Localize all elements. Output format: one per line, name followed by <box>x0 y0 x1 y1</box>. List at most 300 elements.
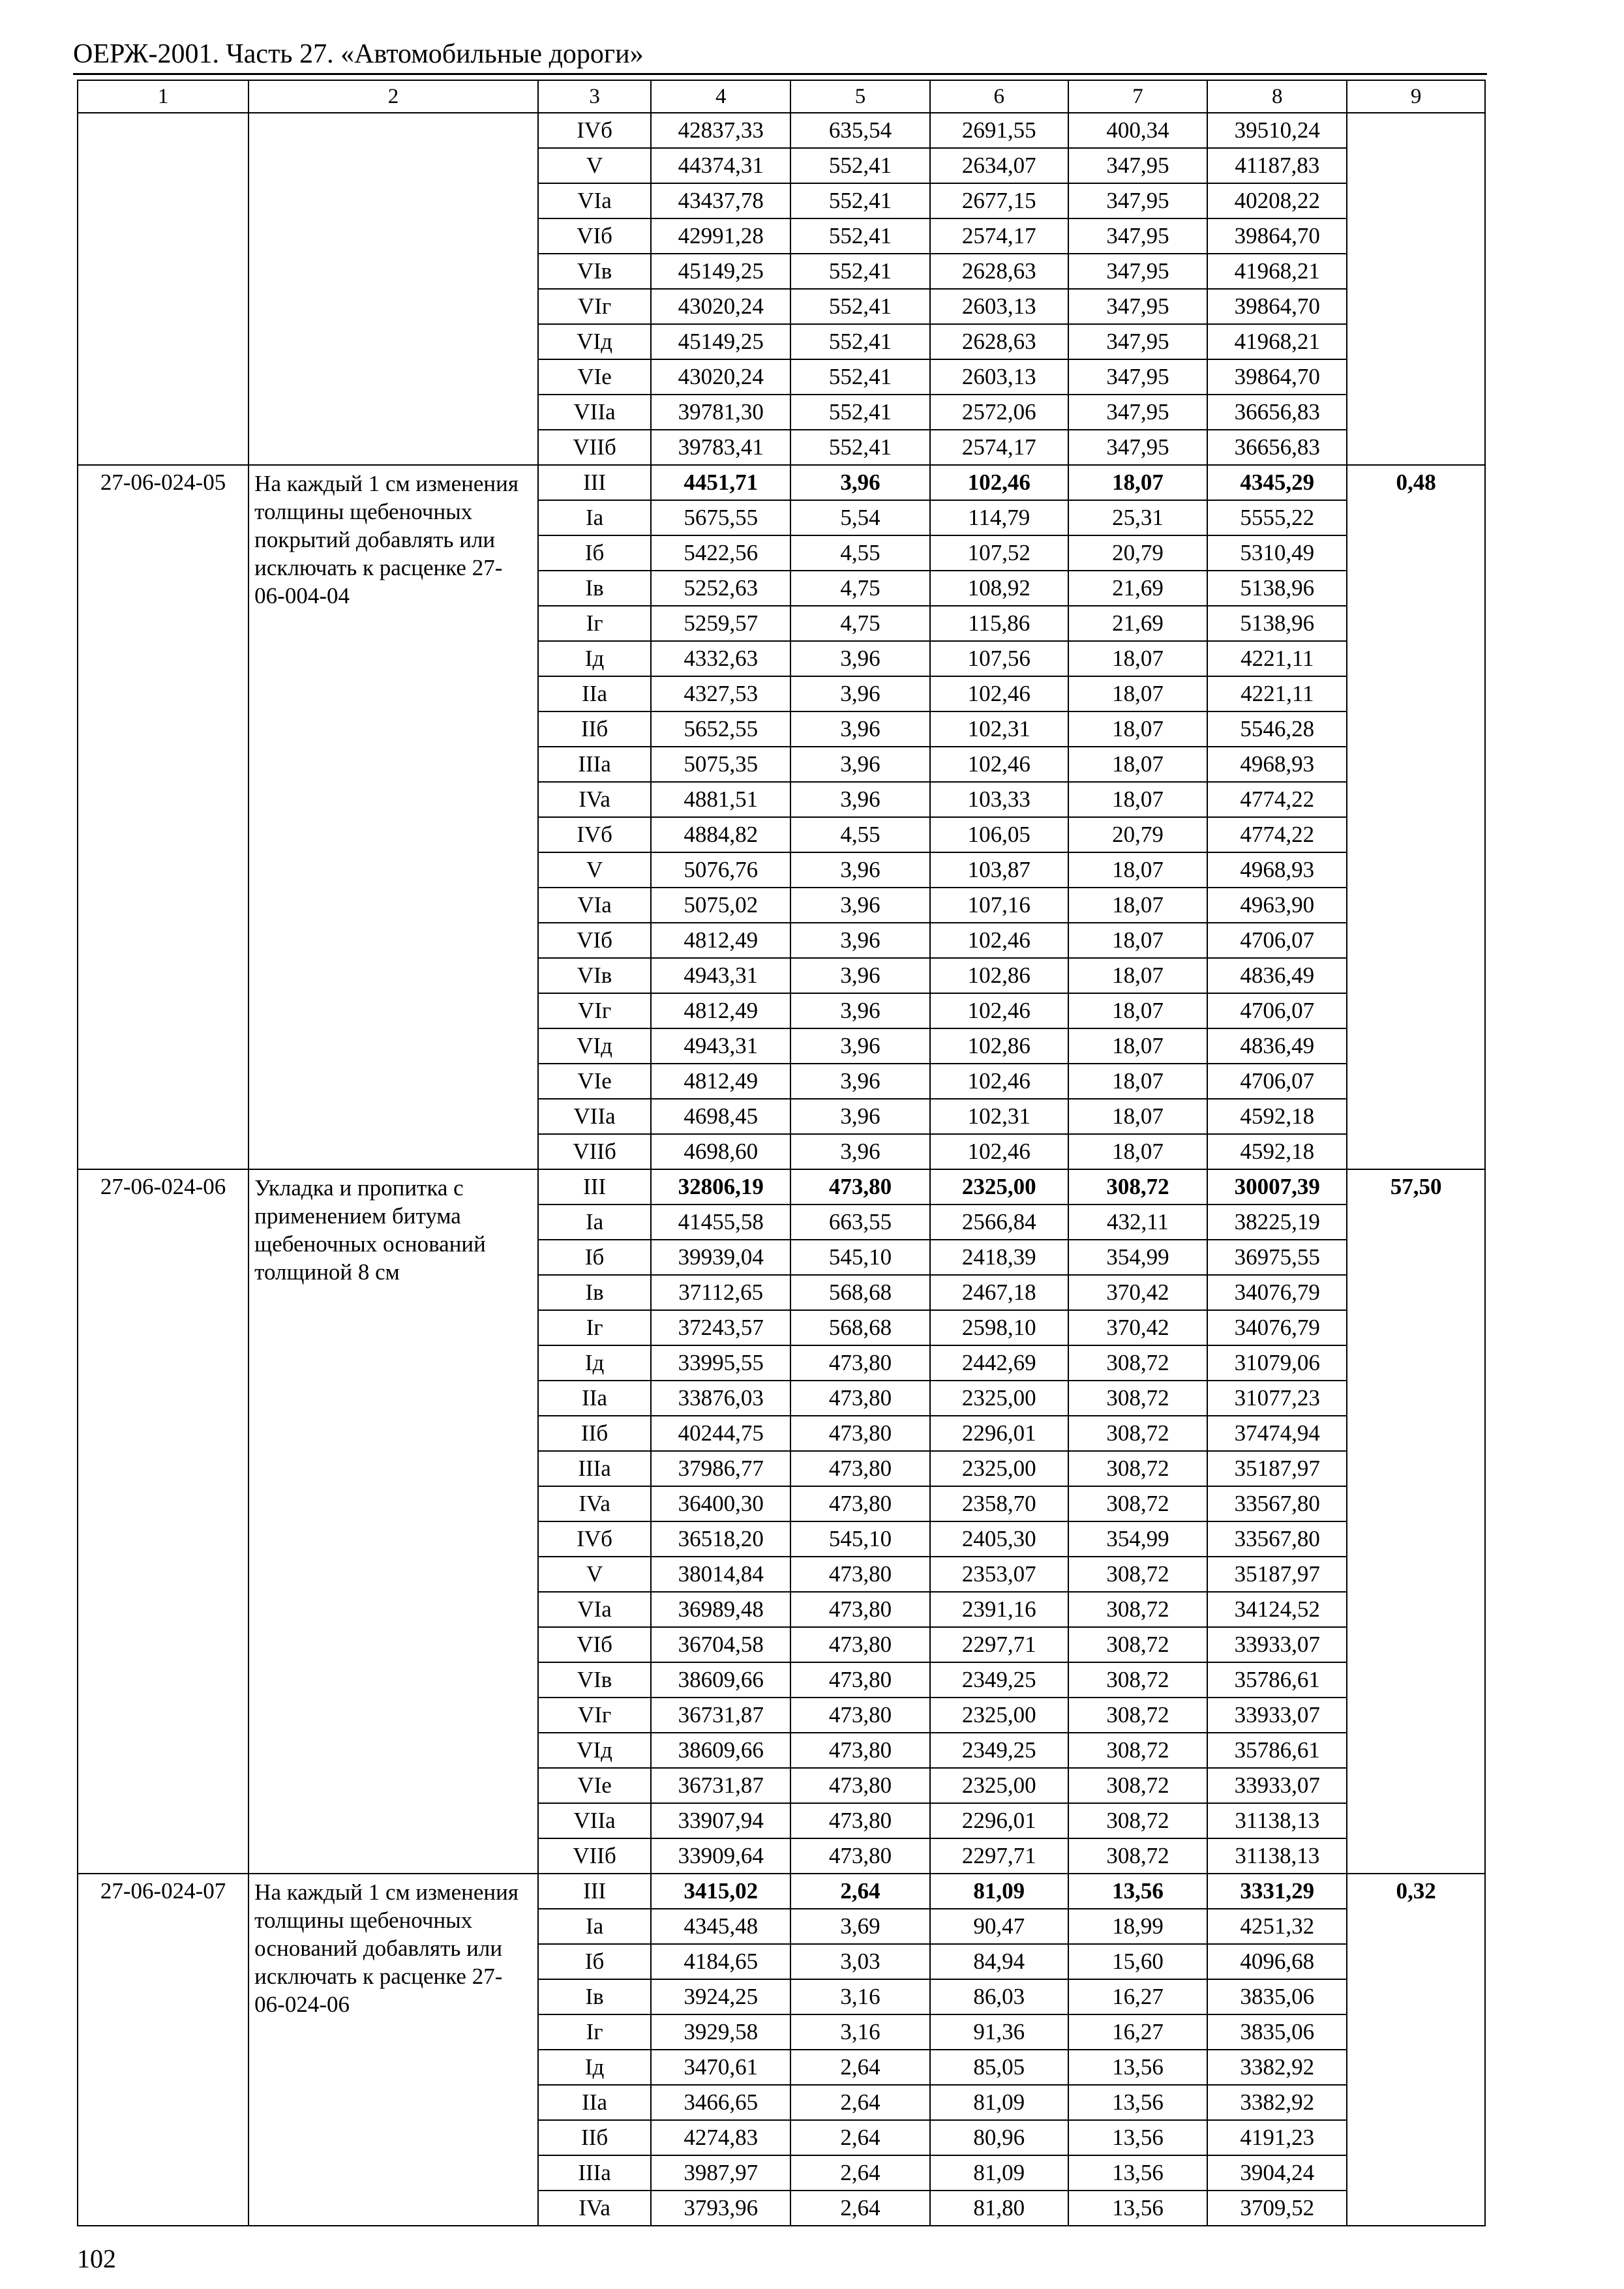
column-header-2: 2 <box>248 80 538 113</box>
value-cell-col4: 42837,33 <box>651 113 790 148</box>
value-cell-col5: 473,80 <box>790 1486 930 1521</box>
value-cell-col8: 4706,07 <box>1207 1064 1347 1099</box>
value-cell-col6: 2358,70 <box>930 1486 1068 1521</box>
value-cell-col5: 552,41 <box>790 359 930 395</box>
zone-cell: VIe <box>538 1768 651 1803</box>
value-cell-col4: 36731,87 <box>651 1768 790 1803</box>
value-cell-col5: 2,64 <box>790 1874 930 1909</box>
value-cell-col4: 43020,24 <box>651 359 790 395</box>
value-cell-col4: 4812,49 <box>651 923 790 958</box>
value-cell-col6: 107,56 <box>930 641 1068 676</box>
page-number: 102 <box>77 2244 116 2273</box>
value-cell-col6: 102,86 <box>930 958 1068 993</box>
value-cell-col5: 2,64 <box>790 2085 930 2120</box>
value-cell-col8: 30007,39 <box>1207 1169 1347 1204</box>
zone-cell: VIб <box>538 1627 651 1662</box>
value-cell-col4: 45149,25 <box>651 254 790 289</box>
value-cell-col5: 552,41 <box>790 148 930 183</box>
value-cell-col8: 31138,13 <box>1207 1803 1347 1838</box>
column-header-3: 3 <box>538 80 651 113</box>
value-cell-col5: 473,80 <box>790 1381 930 1416</box>
value-cell-col6: 2325,00 <box>930 1698 1068 1733</box>
value-cell-col7: 25,31 <box>1068 500 1208 535</box>
table-row <box>78 113 1485 148</box>
rate-code: 27-06-024-07 <box>78 1874 248 2226</box>
zone-cell: Iб <box>538 535 651 571</box>
value-cell-col6: 2297,71 <box>930 1627 1068 1662</box>
value-cell-col6: 2325,00 <box>930 1169 1068 1204</box>
value-cell-col6: 102,46 <box>930 465 1068 500</box>
value-cell-col6: 102,46 <box>930 993 1068 1028</box>
value-cell-col7: 354,99 <box>1068 1521 1208 1557</box>
value-cell-col6: 85,05 <box>930 2050 1068 2085</box>
value-cell-col8: 38225,19 <box>1207 1204 1347 1240</box>
zone-cell: VIд <box>538 324 651 359</box>
zone-cell: Ia <box>538 1909 651 1944</box>
value-cell-col4: 36731,87 <box>651 1698 790 1733</box>
value-cell-col6: 102,46 <box>930 1064 1068 1099</box>
zone-cell: IIб <box>538 711 651 747</box>
value-cell-col4: 33876,03 <box>651 1381 790 1416</box>
value-cell-col6: 2603,13 <box>930 289 1068 324</box>
value-cell-col6: 102,46 <box>930 923 1068 958</box>
zone-cell: IIIa <box>538 1451 651 1486</box>
value-cell-col6: 2628,63 <box>930 324 1068 359</box>
zone-cell: IVa <box>538 782 651 817</box>
value-cell-col7: 18,07 <box>1068 676 1208 711</box>
value-cell-col6: 2296,01 <box>930 1416 1068 1451</box>
zone-cell: VIг <box>538 993 651 1028</box>
value-cell-col7: 347,95 <box>1068 148 1208 183</box>
value-cell-col5: 2,64 <box>790 2155 930 2191</box>
zone-cell: V <box>538 148 651 183</box>
value-cell-col6: 91,36 <box>930 2014 1068 2050</box>
value-cell-col5: 3,96 <box>790 993 930 1028</box>
value-cell-col6: 103,87 <box>930 852 1068 888</box>
value-cell-col4: 4812,49 <box>651 1064 790 1099</box>
value-cell-col5: 473,80 <box>790 1592 930 1627</box>
value-cell-col7: 15,60 <box>1068 1944 1208 1979</box>
value-cell-col4: 4184,65 <box>651 1944 790 1979</box>
zone-cell: III <box>538 465 651 500</box>
value-cell-col4: 3793,96 <box>651 2191 790 2226</box>
value-cell-col6: 102,31 <box>930 711 1068 747</box>
value-cell-col8: 3331,29 <box>1207 1874 1347 1909</box>
value-cell-col8: 39510,24 <box>1207 113 1347 148</box>
zone-cell: Iб <box>538 1240 651 1275</box>
value-cell-col6: 86,03 <box>930 1979 1068 2014</box>
value-cell-col8: 31079,06 <box>1207 1345 1347 1381</box>
value-cell-col6: 2391,16 <box>930 1592 1068 1627</box>
value-cell-col7: 18,07 <box>1068 1099 1208 1134</box>
value-cell-col6: 81,09 <box>930 1874 1068 1909</box>
value-cell-col4: 39939,04 <box>651 1240 790 1275</box>
value-cell-col6: 2467,18 <box>930 1275 1068 1310</box>
value-cell-col7: 308,72 <box>1068 1768 1208 1803</box>
value-cell-col6: 2566,84 <box>930 1204 1068 1240</box>
value-cell-col5: 3,96 <box>790 1134 930 1169</box>
value-cell-col4: 5259,57 <box>651 606 790 641</box>
value-cell-col7: 18,07 <box>1068 465 1208 500</box>
zone-cell: VIд <box>538 1733 651 1768</box>
zone-cell: Iв <box>538 1275 651 1310</box>
table-header <box>78 80 1485 113</box>
value-cell-col7: 308,72 <box>1068 1662 1208 1698</box>
value-cell-col7: 13,56 <box>1068 2191 1208 2226</box>
value-cell-col4: 43437,78 <box>651 183 790 218</box>
value-cell-col6: 81,09 <box>930 2085 1068 2120</box>
zone-cell: Iв <box>538 571 651 606</box>
zone-cell: VIб <box>538 218 651 254</box>
value-cell-col8: 39864,70 <box>1207 289 1347 324</box>
value-cell-col4: 32806,19 <box>651 1169 790 1204</box>
value-cell-col8: 3835,06 <box>1207 1979 1347 2014</box>
value-cell-col4: 42991,28 <box>651 218 790 254</box>
value-cell-col6: 102,46 <box>930 676 1068 711</box>
value-cell-col6: 2296,01 <box>930 1803 1068 1838</box>
value-cell-col5: 3,96 <box>790 747 930 782</box>
value-cell-col6: 2349,25 <box>930 1662 1068 1698</box>
value-cell-col5: 2,64 <box>790 2191 930 2226</box>
zone-cell: Iб <box>538 1944 651 1979</box>
value-cell-col8: 4345,29 <box>1207 465 1347 500</box>
value-cell-col7: 308,72 <box>1068 1416 1208 1451</box>
value-cell-col4: 4345,48 <box>651 1909 790 1944</box>
value-cell-col8: 41187,83 <box>1207 148 1347 183</box>
rate-description <box>248 113 538 465</box>
value-cell-col8: 35786,61 <box>1207 1662 1347 1698</box>
value-cell-col5: 2,64 <box>790 2050 930 2085</box>
value-cell-col4: 36400,30 <box>651 1486 790 1521</box>
value-cell-col7: 347,95 <box>1068 324 1208 359</box>
value-cell-col8: 5555,22 <box>1207 500 1347 535</box>
value-cell-col4: 39781,30 <box>651 395 790 430</box>
value-cell-col4: 3987,97 <box>651 2155 790 2191</box>
value-cell-col8: 33567,80 <box>1207 1521 1347 1557</box>
value-cell-col7: 13,56 <box>1068 2050 1208 2085</box>
value-cell-col5: 473,80 <box>790 1416 930 1451</box>
value-cell-col6: 2628,63 <box>930 254 1068 289</box>
zone-cell: VIIa <box>538 1099 651 1134</box>
value-cell-col6: 81,09 <box>930 2155 1068 2191</box>
value-cell-col6: 2297,71 <box>930 1838 1068 1874</box>
value-cell-col7: 18,07 <box>1068 993 1208 1028</box>
labor-cost-cell: 0,48 <box>1347 465 1485 1169</box>
value-cell-col7: 400,34 <box>1068 113 1208 148</box>
value-cell-col6: 102,31 <box>930 1099 1068 1134</box>
zone-cell: V <box>538 852 651 888</box>
zone-cell: Ia <box>538 500 651 535</box>
value-cell-col8: 4774,22 <box>1207 782 1347 817</box>
column-header-6: 6 <box>930 80 1068 113</box>
value-cell-col8: 5546,28 <box>1207 711 1347 747</box>
value-cell-col7: 18,99 <box>1068 1909 1208 1944</box>
value-cell-col8: 36656,83 <box>1207 395 1347 430</box>
value-cell-col6: 2418,39 <box>930 1240 1068 1275</box>
zone-cell: III <box>538 1874 651 1909</box>
value-cell-col7: 18,07 <box>1068 958 1208 993</box>
value-cell-col7: 308,72 <box>1068 1557 1208 1592</box>
zone-cell: IVa <box>538 2191 651 2226</box>
value-cell-col4: 3415,02 <box>651 1874 790 1909</box>
value-cell-col6: 84,94 <box>930 1944 1068 1979</box>
column-header-8: 8 <box>1207 80 1347 113</box>
value-cell-col6: 102,86 <box>930 1028 1068 1064</box>
page-title: ОЕРЖ-2001. Часть 27. «Автомобильные дороги» <box>73 39 644 69</box>
zone-cell: VIa <box>538 888 651 923</box>
column-header-7: 7 <box>1068 80 1208 113</box>
value-cell-col7: 20,79 <box>1068 817 1208 852</box>
value-cell-col4: 3929,58 <box>651 2014 790 2050</box>
value-cell-col5: 3,96 <box>790 958 930 993</box>
zone-cell: IVб <box>538 113 651 148</box>
value-cell-col4: 5652,55 <box>651 711 790 747</box>
table-body <box>78 113 1485 2226</box>
value-cell-col7: 308,72 <box>1068 1592 1208 1627</box>
value-cell-col5: 663,55 <box>790 1204 930 1240</box>
value-cell-col4: 37112,65 <box>651 1275 790 1310</box>
zone-cell: VIe <box>538 359 651 395</box>
zone-cell: IVб <box>538 817 651 852</box>
value-cell-col7: 13,56 <box>1068 2085 1208 2120</box>
value-cell-col5: 568,68 <box>790 1275 930 1310</box>
value-cell-col4: 4332,63 <box>651 641 790 676</box>
value-cell-col6: 2598,10 <box>930 1310 1068 1345</box>
zone-cell: IIa <box>538 1381 651 1416</box>
value-cell-col4: 33909,64 <box>651 1838 790 1874</box>
value-cell-col8: 39864,70 <box>1207 359 1347 395</box>
value-cell-col4: 3466,65 <box>651 2085 790 2120</box>
zone-cell: Iг <box>538 1310 651 1345</box>
value-cell-col8: 4096,68 <box>1207 1944 1347 1979</box>
value-cell-col8: 4968,93 <box>1207 747 1347 782</box>
value-cell-col8: 33567,80 <box>1207 1486 1347 1521</box>
value-cell-col6: 2603,13 <box>930 359 1068 395</box>
value-cell-col4: 38609,66 <box>651 1733 790 1768</box>
value-cell-col8: 37474,94 <box>1207 1416 1347 1451</box>
value-cell-col5: 4,75 <box>790 606 930 641</box>
zone-cell: VIб <box>538 923 651 958</box>
value-cell-col6: 2572,06 <box>930 395 1068 430</box>
value-cell-col8: 4836,49 <box>1207 1028 1347 1064</box>
value-cell-col5: 552,41 <box>790 289 930 324</box>
zone-cell: IIIa <box>538 747 651 782</box>
value-cell-col7: 13,56 <box>1068 2120 1208 2155</box>
value-cell-col5: 3,96 <box>790 1028 930 1064</box>
value-cell-col4: 37243,57 <box>651 1310 790 1345</box>
zone-cell: VIIб <box>538 430 651 465</box>
value-cell-col8: 34076,79 <box>1207 1275 1347 1310</box>
value-cell-col8: 3382,92 <box>1207 2050 1347 2085</box>
value-cell-col6: 2353,07 <box>930 1557 1068 1592</box>
value-cell-col8: 4592,18 <box>1207 1134 1347 1169</box>
column-number-row <box>78 80 1485 113</box>
value-cell-col8: 34076,79 <box>1207 1310 1347 1345</box>
value-cell-col7: 308,72 <box>1068 1169 1208 1204</box>
value-cell-col4: 38014,84 <box>651 1557 790 1592</box>
zone-cell: VIд <box>538 1028 651 1064</box>
zone-cell: IIa <box>538 2085 651 2120</box>
value-cell-col6: 2442,69 <box>930 1345 1068 1381</box>
value-cell-col5: 552,41 <box>790 430 930 465</box>
value-cell-col7: 432,11 <box>1068 1204 1208 1240</box>
value-cell-col5: 3,96 <box>790 852 930 888</box>
value-cell-col4: 4698,60 <box>651 1134 790 1169</box>
value-cell-col6: 90,47 <box>930 1909 1068 1944</box>
value-cell-col4: 4451,71 <box>651 465 790 500</box>
value-cell-col4: 5675,55 <box>651 500 790 535</box>
zone-cell: VIa <box>538 1592 651 1627</box>
rate-code <box>78 113 248 465</box>
value-cell-col5: 473,80 <box>790 1838 930 1874</box>
value-cell-col7: 347,95 <box>1068 359 1208 395</box>
value-cell-col7: 18,07 <box>1068 923 1208 958</box>
value-cell-col6: 115,86 <box>930 606 1068 641</box>
value-cell-col7: 308,72 <box>1068 1733 1208 1768</box>
value-cell-col8: 3835,06 <box>1207 2014 1347 2050</box>
value-cell-col7: 18,07 <box>1068 1134 1208 1169</box>
value-cell-col5: 3,96 <box>790 782 930 817</box>
rates-table <box>77 80 1486 2226</box>
table-row <box>78 1169 1485 1204</box>
rate-code: 27-06-024-05 <box>78 465 248 1169</box>
value-cell-col8: 31138,13 <box>1207 1838 1347 1874</box>
zone-cell: III <box>538 1169 651 1204</box>
value-cell-col7: 13,56 <box>1068 1874 1208 1909</box>
column-header-1: 1 <box>78 80 248 113</box>
zone-cell: IIa <box>538 676 651 711</box>
value-cell-col8: 31077,23 <box>1207 1381 1347 1416</box>
value-cell-col4: 3470,61 <box>651 2050 790 2085</box>
value-cell-col8: 3709,52 <box>1207 2191 1347 2226</box>
value-cell-col4: 5422,56 <box>651 535 790 571</box>
value-cell-col4: 36518,20 <box>651 1521 790 1557</box>
value-cell-col7: 18,07 <box>1068 888 1208 923</box>
value-cell-col6: 2691,55 <box>930 113 1068 148</box>
value-cell-col4: 40244,75 <box>651 1416 790 1451</box>
value-cell-col7: 370,42 <box>1068 1275 1208 1310</box>
value-cell-col8: 5310,49 <box>1207 535 1347 571</box>
value-cell-col7: 308,72 <box>1068 1451 1208 1486</box>
value-cell-col7: 16,27 <box>1068 1979 1208 2014</box>
zone-cell: VIe <box>538 1064 651 1099</box>
value-cell-col8: 4706,07 <box>1207 923 1347 958</box>
value-cell-col5: 545,10 <box>790 1521 930 1557</box>
value-cell-col7: 347,95 <box>1068 183 1208 218</box>
value-cell-col8: 35187,97 <box>1207 1451 1347 1486</box>
value-cell-col5: 3,96 <box>790 465 930 500</box>
value-cell-col7: 18,07 <box>1068 1064 1208 1099</box>
table-row <box>78 465 1485 500</box>
labor-cost-cell: 57,50 <box>1347 1169 1485 1874</box>
rate-code: 27-06-024-06 <box>78 1169 248 1874</box>
rate-description: Укладка и пропитка с применением битума щебеночных оснований толщиной 8 см <box>248 1169 538 1874</box>
value-cell-col5: 3,16 <box>790 2014 930 2050</box>
value-cell-col5: 552,41 <box>790 324 930 359</box>
value-cell-col7: 308,72 <box>1068 1381 1208 1416</box>
value-cell-col8: 4706,07 <box>1207 993 1347 1028</box>
value-cell-col4: 5075,35 <box>651 747 790 782</box>
value-cell-col8: 4191,23 <box>1207 2120 1347 2155</box>
value-cell-col7: 370,42 <box>1068 1310 1208 1345</box>
value-cell-col5: 3,96 <box>790 711 930 747</box>
value-cell-col5: 473,80 <box>790 1698 930 1733</box>
value-cell-col7: 347,95 <box>1068 254 1208 289</box>
value-cell-col4: 39783,41 <box>651 430 790 465</box>
table-row <box>78 1874 1485 1909</box>
value-cell-col8: 5138,96 <box>1207 571 1347 606</box>
rate-description: На каждый 1 см изменения толщины щебеночных оснований добавлять или исключать к расценке 27-06-024-06 <box>248 1874 538 2226</box>
value-cell-col7: 308,72 <box>1068 1486 1208 1521</box>
value-cell-col7: 21,69 <box>1068 571 1208 606</box>
value-cell-col8: 4221,11 <box>1207 676 1347 711</box>
value-cell-col7: 13,56 <box>1068 2155 1208 2191</box>
value-cell-col6: 81,80 <box>930 2191 1068 2226</box>
value-cell-col7: 347,95 <box>1068 430 1208 465</box>
value-cell-col5: 635,54 <box>790 113 930 148</box>
value-cell-col5: 473,80 <box>790 1557 930 1592</box>
value-cell-col7: 18,07 <box>1068 852 1208 888</box>
value-cell-col8: 35187,97 <box>1207 1557 1347 1592</box>
value-cell-col4: 4812,49 <box>651 993 790 1028</box>
value-cell-col4: 45149,25 <box>651 324 790 359</box>
zone-cell: Iг <box>538 2014 651 2050</box>
value-cell-col4: 5252,63 <box>651 571 790 606</box>
value-cell-col5: 473,80 <box>790 1451 930 1486</box>
value-cell-col5: 473,80 <box>790 1169 930 1204</box>
value-cell-col6: 102,46 <box>930 747 1068 782</box>
value-cell-col7: 347,95 <box>1068 218 1208 254</box>
zone-cell: VIIa <box>538 1803 651 1838</box>
zone-cell: IVa <box>538 1486 651 1521</box>
value-cell-col5: 552,41 <box>790 254 930 289</box>
value-cell-col8: 5138,96 <box>1207 606 1347 641</box>
value-cell-col8: 4836,49 <box>1207 958 1347 993</box>
zone-cell: VIв <box>538 254 651 289</box>
value-cell-col8: 40208,22 <box>1207 183 1347 218</box>
value-cell-col6: 107,16 <box>930 888 1068 923</box>
value-cell-col4: 4943,31 <box>651 958 790 993</box>
value-cell-col5: 473,80 <box>790 1627 930 1662</box>
value-cell-col5: 473,80 <box>790 1345 930 1381</box>
value-cell-col6: 2325,00 <box>930 1451 1068 1486</box>
labor-cost-cell <box>1347 113 1485 465</box>
value-cell-col7: 16,27 <box>1068 2014 1208 2050</box>
value-cell-col6: 2349,25 <box>930 1733 1068 1768</box>
value-cell-col7: 347,95 <box>1068 289 1208 324</box>
value-cell-col4: 5075,02 <box>651 888 790 923</box>
value-cell-col5: 3,96 <box>790 1064 930 1099</box>
value-cell-col5: 473,80 <box>790 1803 930 1838</box>
value-cell-col6: 106,05 <box>930 817 1068 852</box>
value-cell-col4: 33907,94 <box>651 1803 790 1838</box>
value-cell-col7: 18,07 <box>1068 1028 1208 1064</box>
value-cell-col6: 2574,17 <box>930 430 1068 465</box>
value-cell-col7: 308,72 <box>1068 1627 1208 1662</box>
value-cell-col8: 4774,22 <box>1207 817 1347 852</box>
value-cell-col7: 308,72 <box>1068 1698 1208 1733</box>
value-cell-col7: 308,72 <box>1068 1345 1208 1381</box>
value-cell-col8: 3382,92 <box>1207 2085 1347 2120</box>
value-cell-col4: 4274,83 <box>651 2120 790 2155</box>
zone-cell: Iг <box>538 606 651 641</box>
zone-cell: VIв <box>538 958 651 993</box>
zone-cell: Iд <box>538 1345 651 1381</box>
zone-cell: VIa <box>538 183 651 218</box>
value-cell-col8: 4968,93 <box>1207 852 1347 888</box>
value-cell-col8: 33933,07 <box>1207 1698 1347 1733</box>
value-cell-col4: 4327,53 <box>651 676 790 711</box>
